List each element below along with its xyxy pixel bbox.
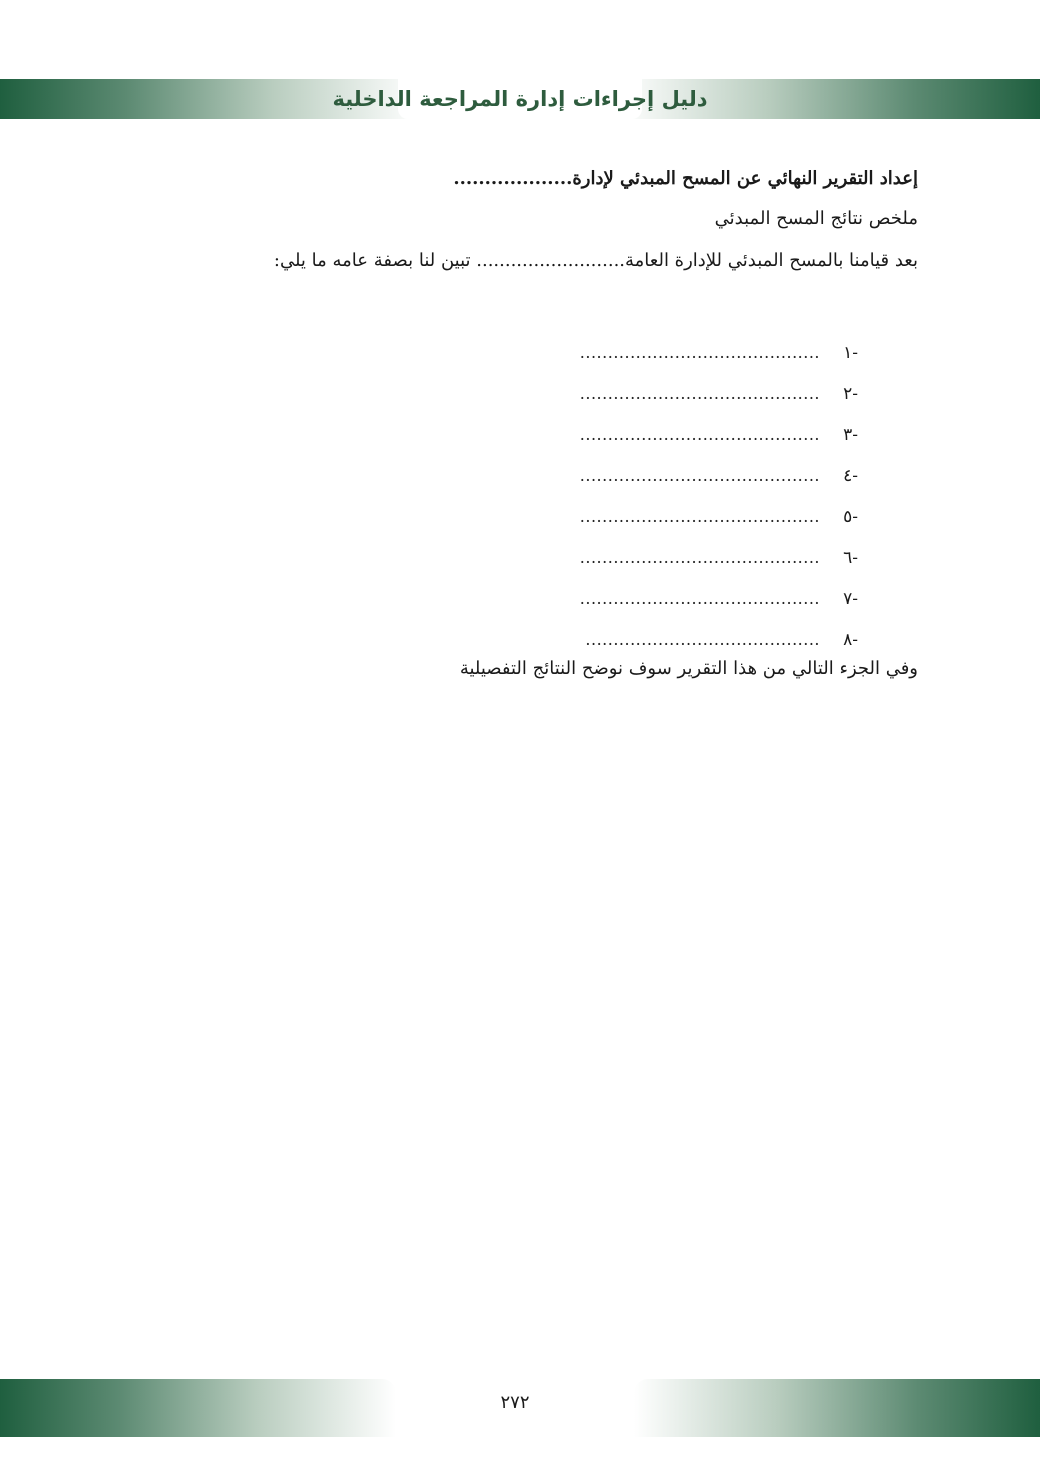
list-item-number: -٤ xyxy=(843,465,858,486)
list-item-blank: ........................................... xyxy=(579,507,820,526)
list-item xyxy=(580,578,858,619)
list-item xyxy=(580,414,858,455)
list-item-number: -٨ xyxy=(843,629,858,650)
list-item-blank: ........................................... xyxy=(579,589,820,608)
list-item xyxy=(580,455,858,496)
list-item-number: -١ xyxy=(843,342,858,363)
document-title: دليل إجراءات إدارة المراجعة الداخلية xyxy=(332,87,708,111)
list-item-blank: .......................................... xyxy=(585,630,820,649)
page-number: ٢٧٢ xyxy=(500,1392,530,1413)
list-item xyxy=(580,537,858,578)
list-item-number: -٢ xyxy=(843,383,858,404)
list-item-number: -٧ xyxy=(843,588,858,609)
list-item-blank: ........................................... xyxy=(579,425,820,444)
list-item-number: -٦ xyxy=(843,547,858,568)
list-item-blank: ........................................... xyxy=(579,548,820,567)
list-item-blank: ........................................... xyxy=(579,384,820,403)
list-item xyxy=(580,619,858,660)
findings-list xyxy=(580,332,858,660)
list-item-number: -٣ xyxy=(843,424,858,445)
list-item-blank: ........................................... xyxy=(579,466,820,485)
list-item xyxy=(580,373,858,414)
list-item-blank: ........................................... xyxy=(579,343,820,362)
closing-paragraph: وفي الجزء التالي من هذا التقرير سوف نوضح النتائج التفصيلية xyxy=(459,658,918,679)
summary-title: ملخص نتائج المسح المبدئي xyxy=(714,208,918,229)
footer-gradient-right xyxy=(634,1379,1040,1437)
list-item xyxy=(580,332,858,373)
list-item-number: -٥ xyxy=(843,506,858,527)
list-item xyxy=(580,496,858,537)
intro-paragraph: بعد قيامنا بالمسح المبدئي للإدارة العامة.......................... تبين لنا بصفة عامه ما يلي: xyxy=(273,250,918,271)
section-title: إعداد التقرير النهائي عن المسح المبدئي لإدارة................... xyxy=(453,168,918,189)
footer-gradient-left xyxy=(0,1379,396,1437)
